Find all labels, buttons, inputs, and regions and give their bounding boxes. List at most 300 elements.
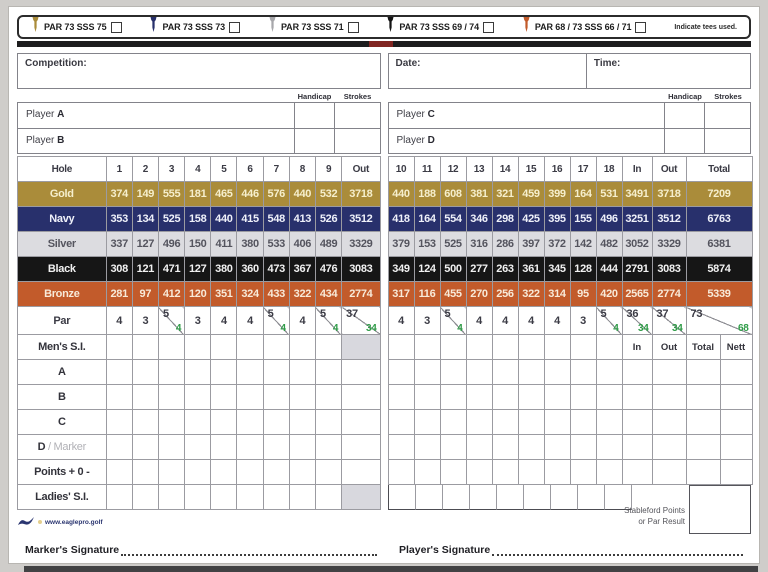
yardage-cell: 372	[544, 232, 570, 257]
hole-header-cell: 18	[596, 157, 622, 182]
score-cell[interactable]	[315, 410, 341, 435]
time-field[interactable]	[586, 54, 750, 88]
score-cell[interactable]	[106, 435, 132, 460]
score-row	[18, 435, 381, 460]
score-cell[interactable]	[652, 360, 686, 385]
score-cell[interactable]	[492, 435, 518, 460]
yardage-cell: 440	[211, 207, 237, 232]
score-cell[interactable]	[289, 460, 315, 485]
yardage-cell: 465	[211, 182, 237, 207]
yardage-cell: 380	[237, 232, 263, 257]
yardage-cell: 367	[289, 257, 315, 282]
score-cell[interactable]	[211, 460, 237, 485]
yardage-cell: 415	[237, 207, 263, 232]
divider-red-segment	[369, 41, 393, 47]
score-cell[interactable]	[544, 410, 570, 435]
player-name-field[interactable]	[18, 129, 294, 153]
score-cell[interactable]	[544, 335, 570, 360]
par-ladies-value: 4	[280, 323, 286, 334]
player-name-field[interactable]	[389, 129, 665, 153]
date-field[interactable]	[389, 54, 586, 88]
score-cell[interactable]	[158, 335, 184, 360]
score-cell[interactable]	[388, 435, 414, 460]
score-cell[interactable]	[315, 485, 341, 510]
player-handicap-cell[interactable]	[294, 129, 334, 153]
yardage-cell: 3718	[652, 182, 686, 207]
score-cell[interactable]	[158, 460, 184, 485]
bronze-tee-icon	[522, 16, 531, 38]
score-cell[interactable]	[185, 435, 211, 460]
yardage-cell: 324	[237, 282, 263, 307]
yardage-cell: 128	[570, 257, 596, 282]
par-row	[388, 307, 752, 335]
score-cell[interactable]	[652, 435, 686, 460]
score-cell[interactable]	[388, 360, 414, 385]
score-row-label: Men's S.I.	[18, 335, 107, 360]
hole-header-cell: 10	[388, 157, 414, 182]
yardage-cell: 471	[158, 257, 184, 282]
score-cell[interactable]	[185, 485, 211, 510]
score-cell[interactable]	[211, 335, 237, 360]
yardage-cell: 316	[466, 232, 492, 257]
score-cell[interactable]	[289, 360, 315, 385]
score-cell[interactable]	[720, 385, 752, 410]
par-cell: 4	[388, 307, 414, 335]
score-cell[interactable]	[263, 410, 289, 435]
tee-checkbox[interactable]	[229, 22, 240, 33]
score-cell[interactable]	[622, 410, 652, 435]
yardage-cell: 434	[315, 282, 341, 307]
score-cell[interactable]	[492, 335, 518, 360]
score-cell[interactable]	[388, 485, 416, 510]
yardage-cell: 433	[263, 282, 289, 307]
yardage-cell: 526	[315, 207, 341, 232]
black-yardage-row	[18, 257, 381, 282]
hole-header-cell: Hole	[18, 157, 107, 182]
yardage-cell: 500	[440, 257, 466, 282]
score-cell[interactable]	[596, 435, 622, 460]
yardage-cell: 406	[289, 232, 315, 257]
score-cell[interactable]	[720, 435, 752, 460]
score-cell[interactable]	[686, 460, 720, 485]
score-cell[interactable]	[492, 360, 518, 385]
tee-checkbox[interactable]	[635, 22, 646, 33]
score-cell[interactable]	[440, 435, 466, 460]
score-cell[interactable]	[492, 410, 518, 435]
score-cell[interactable]	[466, 335, 492, 360]
totals-header-cell: Total	[686, 335, 720, 360]
hole-header-cell: Out	[652, 157, 686, 182]
gold-yardage-row	[388, 182, 752, 207]
par-men-value: 5	[267, 308, 274, 320]
tee-checkbox[interactable]	[483, 22, 494, 33]
yardage-cell: 440	[289, 182, 315, 207]
score-cell[interactable]	[570, 410, 596, 435]
score-cell[interactable]	[570, 435, 596, 460]
yardage-cell: 263	[492, 257, 518, 282]
score-cell[interactable]	[237, 485, 263, 510]
score-cell[interactable]	[492, 385, 518, 410]
score-cell	[342, 335, 380, 360]
tee-legend-item-silver	[268, 16, 359, 38]
player-row	[18, 103, 380, 128]
yardage-cell: 399	[544, 182, 570, 207]
score-cell[interactable]	[577, 485, 605, 510]
score-cell[interactable]	[106, 385, 132, 410]
yardage-cell: 2774	[652, 282, 686, 307]
par-cell	[158, 307, 184, 335]
score-cell[interactable]	[686, 360, 720, 385]
yardage-cell: 256	[492, 282, 518, 307]
score-cell[interactable]	[237, 410, 263, 435]
score-cell[interactable]	[263, 485, 289, 510]
par-cell: 4	[237, 307, 263, 335]
players-box-right	[388, 102, 752, 154]
score-cell[interactable]	[132, 460, 158, 485]
stableford-result-box[interactable]	[689, 485, 751, 534]
score-cell[interactable]	[132, 435, 158, 460]
score-cell[interactable]	[315, 360, 341, 385]
score-cell[interactable]	[106, 410, 132, 435]
score-cell[interactable]	[496, 485, 524, 510]
par-men-value: 37	[656, 308, 669, 320]
player-strokes-cell[interactable]	[704, 129, 750, 153]
score-cell[interactable]	[158, 485, 184, 510]
back-nine-table-wrap	[388, 156, 752, 526]
score-cell[interactable]	[289, 385, 315, 410]
yardage-cell: 6381	[686, 232, 752, 257]
score-row-label: C	[18, 410, 107, 435]
yardage-cell: 496	[158, 232, 184, 257]
score-row-label: A	[18, 360, 107, 385]
score-cell[interactable]	[237, 360, 263, 385]
navy-tee-icon	[149, 16, 158, 38]
handicap-label: Handicap	[297, 92, 332, 101]
par-cell: 4	[289, 307, 315, 335]
yardage-cell: 411	[211, 232, 237, 257]
par-ladies-value: 4	[332, 323, 339, 334]
score-cell[interactable]	[466, 410, 492, 435]
score-cell[interactable]	[414, 460, 440, 485]
score-cell[interactable]	[414, 335, 440, 360]
score-cell[interactable]	[158, 410, 184, 435]
par-cell: 4	[492, 307, 518, 335]
score-cell[interactable]	[622, 460, 652, 485]
score-cell[interactable]	[570, 360, 596, 385]
score-cell[interactable]	[106, 485, 132, 510]
par-label: Par	[18, 307, 107, 335]
score-cell[interactable]	[237, 335, 263, 360]
yardage-cell: 532	[315, 182, 341, 207]
marker-signature	[25, 544, 377, 556]
bronze-tee-label: Bronze	[18, 282, 107, 307]
par-cell	[315, 307, 341, 335]
time-label: Time:	[593, 58, 621, 69]
score-cell[interactable]	[622, 435, 652, 460]
score-cell[interactable]	[686, 385, 720, 410]
yardage-cell: 444	[596, 257, 622, 282]
hole-header-cell: 16	[544, 157, 570, 182]
navy-yardage-row	[18, 207, 381, 232]
yardage-cell: 116	[414, 282, 440, 307]
logo-url: www.eaglepro.golf	[45, 518, 103, 526]
score-cell[interactable]	[570, 460, 596, 485]
score-cell[interactable]	[388, 335, 414, 360]
tee-legend-item-bronze	[522, 16, 647, 38]
player-strokes-cell[interactable]	[704, 103, 750, 128]
score-cell[interactable]	[596, 360, 622, 385]
yardage-cell: 3718	[342, 182, 380, 207]
score-cell[interactable]	[442, 485, 470, 510]
par-cell: 3	[570, 307, 596, 335]
marker-signature-line[interactable]	[121, 545, 377, 556]
score-cell[interactable]	[289, 410, 315, 435]
score-cell[interactable]	[518, 460, 544, 485]
navy-tee-label: Navy	[18, 207, 107, 232]
score-cell[interactable]	[466, 360, 492, 385]
score-cell[interactable]	[414, 360, 440, 385]
tee-checkbox[interactable]	[111, 22, 122, 33]
score-cell[interactable]	[440, 385, 466, 410]
score-cell[interactable]	[132, 360, 158, 385]
yardage-cell: 7209	[686, 182, 752, 207]
yardage-cell: 127	[132, 232, 158, 257]
hole-header-cell: 14	[492, 157, 518, 182]
score-cell[interactable]	[158, 360, 184, 385]
score-row-label: Ladies' S.I.	[18, 485, 107, 510]
score-cell[interactable]	[211, 410, 237, 435]
back-nine-table	[388, 156, 753, 485]
score-cell[interactable]	[237, 460, 263, 485]
score-cell[interactable]	[289, 435, 315, 460]
tee-checkbox[interactable]	[348, 22, 359, 33]
score-cell[interactable]	[652, 410, 686, 435]
players-box-left	[17, 102, 381, 154]
yardage-cell: 420	[596, 282, 622, 307]
score-cell[interactable]	[342, 435, 380, 460]
score-cell[interactable]	[596, 385, 622, 410]
score-cell[interactable]	[518, 410, 544, 435]
tee-legend-label: PAR 68 / 73 SSS 66 / 71	[534, 22, 632, 32]
score-cell[interactable]	[466, 385, 492, 410]
yardage-cell: 181	[185, 182, 211, 207]
par-cell: 4	[106, 307, 132, 335]
score-cell[interactable]	[185, 410, 211, 435]
hole-header-cell: In	[622, 157, 652, 182]
yardage-cell: 446	[237, 182, 263, 207]
score-cell[interactable]	[388, 410, 414, 435]
score-cell[interactable]	[596, 335, 622, 360]
score-cell[interactable]	[596, 410, 622, 435]
score-cell[interactable]	[263, 435, 289, 460]
yardage-cell: 3512	[652, 207, 686, 232]
yardage-cell: 337	[106, 232, 132, 257]
score-cell[interactable]	[518, 435, 544, 460]
score-cell[interactable]	[211, 435, 237, 460]
score-cell[interactable]	[414, 435, 440, 460]
score-cell[interactable]	[523, 485, 551, 510]
score-cell[interactable]	[263, 335, 289, 360]
player-letter: A	[57, 109, 65, 120]
bronze-yardage-row	[388, 282, 752, 307]
par-cell	[596, 307, 622, 335]
score-cell[interactable]	[388, 385, 414, 410]
score-row	[18, 335, 381, 360]
score-cell[interactable]	[550, 485, 578, 510]
score-cell[interactable]	[342, 460, 380, 485]
hole-header-cell: 13	[466, 157, 492, 182]
score-cell[interactable]	[106, 460, 132, 485]
yardage-cell: 153	[414, 232, 440, 257]
score-cell[interactable]	[469, 485, 497, 510]
score-cell[interactable]	[652, 385, 686, 410]
yardage-cell: 188	[414, 182, 440, 207]
score-cell[interactable]	[440, 410, 466, 435]
score-cell[interactable]	[518, 335, 544, 360]
player-strokes-cell[interactable]	[334, 103, 380, 128]
score-cell[interactable]	[440, 460, 466, 485]
yardage-cell: 281	[106, 282, 132, 307]
score-cell[interactable]	[466, 435, 492, 460]
score-cell[interactable]	[720, 360, 752, 385]
score-cell[interactable]	[518, 385, 544, 410]
marker-suffix: / Marker	[45, 441, 86, 453]
yardage-cell: 286	[492, 232, 518, 257]
score-cell[interactable]	[342, 385, 380, 410]
eagle-logo-icon	[17, 516, 35, 528]
score-cell[interactable]	[544, 360, 570, 385]
hole-header-cell: 15	[518, 157, 544, 182]
scorecard	[8, 6, 760, 564]
yardage-cell: 418	[388, 207, 414, 232]
score-cell[interactable]	[185, 360, 211, 385]
gold-yardage-row	[18, 182, 381, 207]
score-cell[interactable]	[570, 385, 596, 410]
score-cell[interactable]	[440, 360, 466, 385]
score-cell[interactable]	[414, 410, 440, 435]
player-signature-line[interactable]	[492, 545, 743, 556]
score-cell[interactable]	[596, 460, 622, 485]
yardage-cell: 2565	[622, 282, 652, 307]
score-cell[interactable]	[106, 335, 132, 360]
player-name-field[interactable]	[18, 103, 294, 128]
player-row	[389, 128, 751, 153]
score-cell[interactable]	[185, 335, 211, 360]
front-nine-panel	[17, 51, 381, 530]
score-cell[interactable]	[132, 335, 158, 360]
score-cell[interactable]	[263, 460, 289, 485]
score-cell[interactable]	[289, 335, 315, 360]
score-cell[interactable]	[211, 360, 237, 385]
yardage-cell: 361	[518, 257, 544, 282]
par-cell: 3	[132, 307, 158, 335]
yardage-cell: 127	[185, 257, 211, 282]
score-cell[interactable]	[652, 460, 686, 485]
par-ladies-value: 4	[175, 323, 182, 334]
score-cell[interactable]	[720, 410, 752, 435]
tee-legend-item-navy	[149, 16, 240, 38]
score-cell[interactable]	[388, 460, 414, 485]
score-cell[interactable]	[185, 460, 211, 485]
score-cell[interactable]	[263, 360, 289, 385]
totals-header-cell: Nett	[720, 335, 752, 360]
score-cell[interactable]	[106, 360, 132, 385]
player-handicap-cell[interactable]	[294, 103, 334, 128]
score-row	[388, 435, 752, 460]
score-cell[interactable]	[720, 460, 752, 485]
score-cell[interactable]	[132, 410, 158, 435]
score-cell[interactable]	[237, 435, 263, 460]
par-cell: 4	[518, 307, 544, 335]
back-nine-panel	[388, 51, 752, 530]
yardage-cell: 120	[185, 282, 211, 307]
player-handicap-cell[interactable]	[664, 103, 704, 128]
score-cell[interactable]	[211, 485, 237, 510]
yardage-cell: 360	[237, 257, 263, 282]
score-cell[interactable]	[237, 385, 263, 410]
score-cell[interactable]	[518, 360, 544, 385]
par-row	[18, 307, 381, 335]
par-cell: 3	[185, 307, 211, 335]
score-cell[interactable]	[415, 485, 443, 510]
score-cell[interactable]	[315, 460, 341, 485]
score-cell[interactable]	[622, 385, 652, 410]
score-cell[interactable]	[263, 385, 289, 410]
score-cell[interactable]	[622, 360, 652, 385]
player-row	[389, 103, 751, 128]
score-cell[interactable]	[466, 460, 492, 485]
score-cell[interactable]	[132, 485, 158, 510]
score-cell[interactable]	[686, 435, 720, 460]
score-cell[interactable]	[158, 435, 184, 460]
yardage-cell: 374	[106, 182, 132, 207]
player-name-field[interactable]	[389, 103, 665, 128]
score-cell[interactable]	[570, 335, 596, 360]
score-cell[interactable]	[544, 460, 570, 485]
score-cell[interactable]	[315, 435, 341, 460]
score-cell[interactable]	[289, 485, 315, 510]
score-cell[interactable]	[686, 410, 720, 435]
handicap-strokes-labels-left	[17, 89, 381, 102]
par-cell	[686, 307, 752, 335]
score-cell[interactable]	[132, 385, 158, 410]
score-cell[interactable]	[492, 460, 518, 485]
yardage-cell: 270	[466, 282, 492, 307]
score-cell[interactable]	[414, 385, 440, 410]
score-cell[interactable]	[440, 335, 466, 360]
score-cell[interactable]	[342, 410, 380, 435]
player-handicap-cell[interactable]	[664, 129, 704, 153]
tee-legend-label: PAR 73 SSS 69 / 74	[399, 22, 479, 32]
score-cell[interactable]	[315, 335, 341, 360]
score-cell[interactable]	[185, 385, 211, 410]
score-cell[interactable]	[158, 385, 184, 410]
yardage-cell: 548	[263, 207, 289, 232]
score-cell[interactable]	[544, 435, 570, 460]
yardage-cell: 3329	[342, 232, 380, 257]
yardage-cell: 124	[414, 257, 440, 282]
score-cell[interactable]	[544, 385, 570, 410]
hole-header-cell: 8	[289, 157, 315, 182]
score-cell[interactable]	[315, 385, 341, 410]
competition-box[interactable]	[17, 53, 381, 89]
par-cell: 3	[414, 307, 440, 335]
yardage-cell: 412	[158, 282, 184, 307]
score-cell[interactable]	[211, 385, 237, 410]
player-strokes-cell[interactable]	[334, 129, 380, 153]
score-cell[interactable]	[342, 360, 380, 385]
par-men-value: 73	[690, 308, 703, 320]
